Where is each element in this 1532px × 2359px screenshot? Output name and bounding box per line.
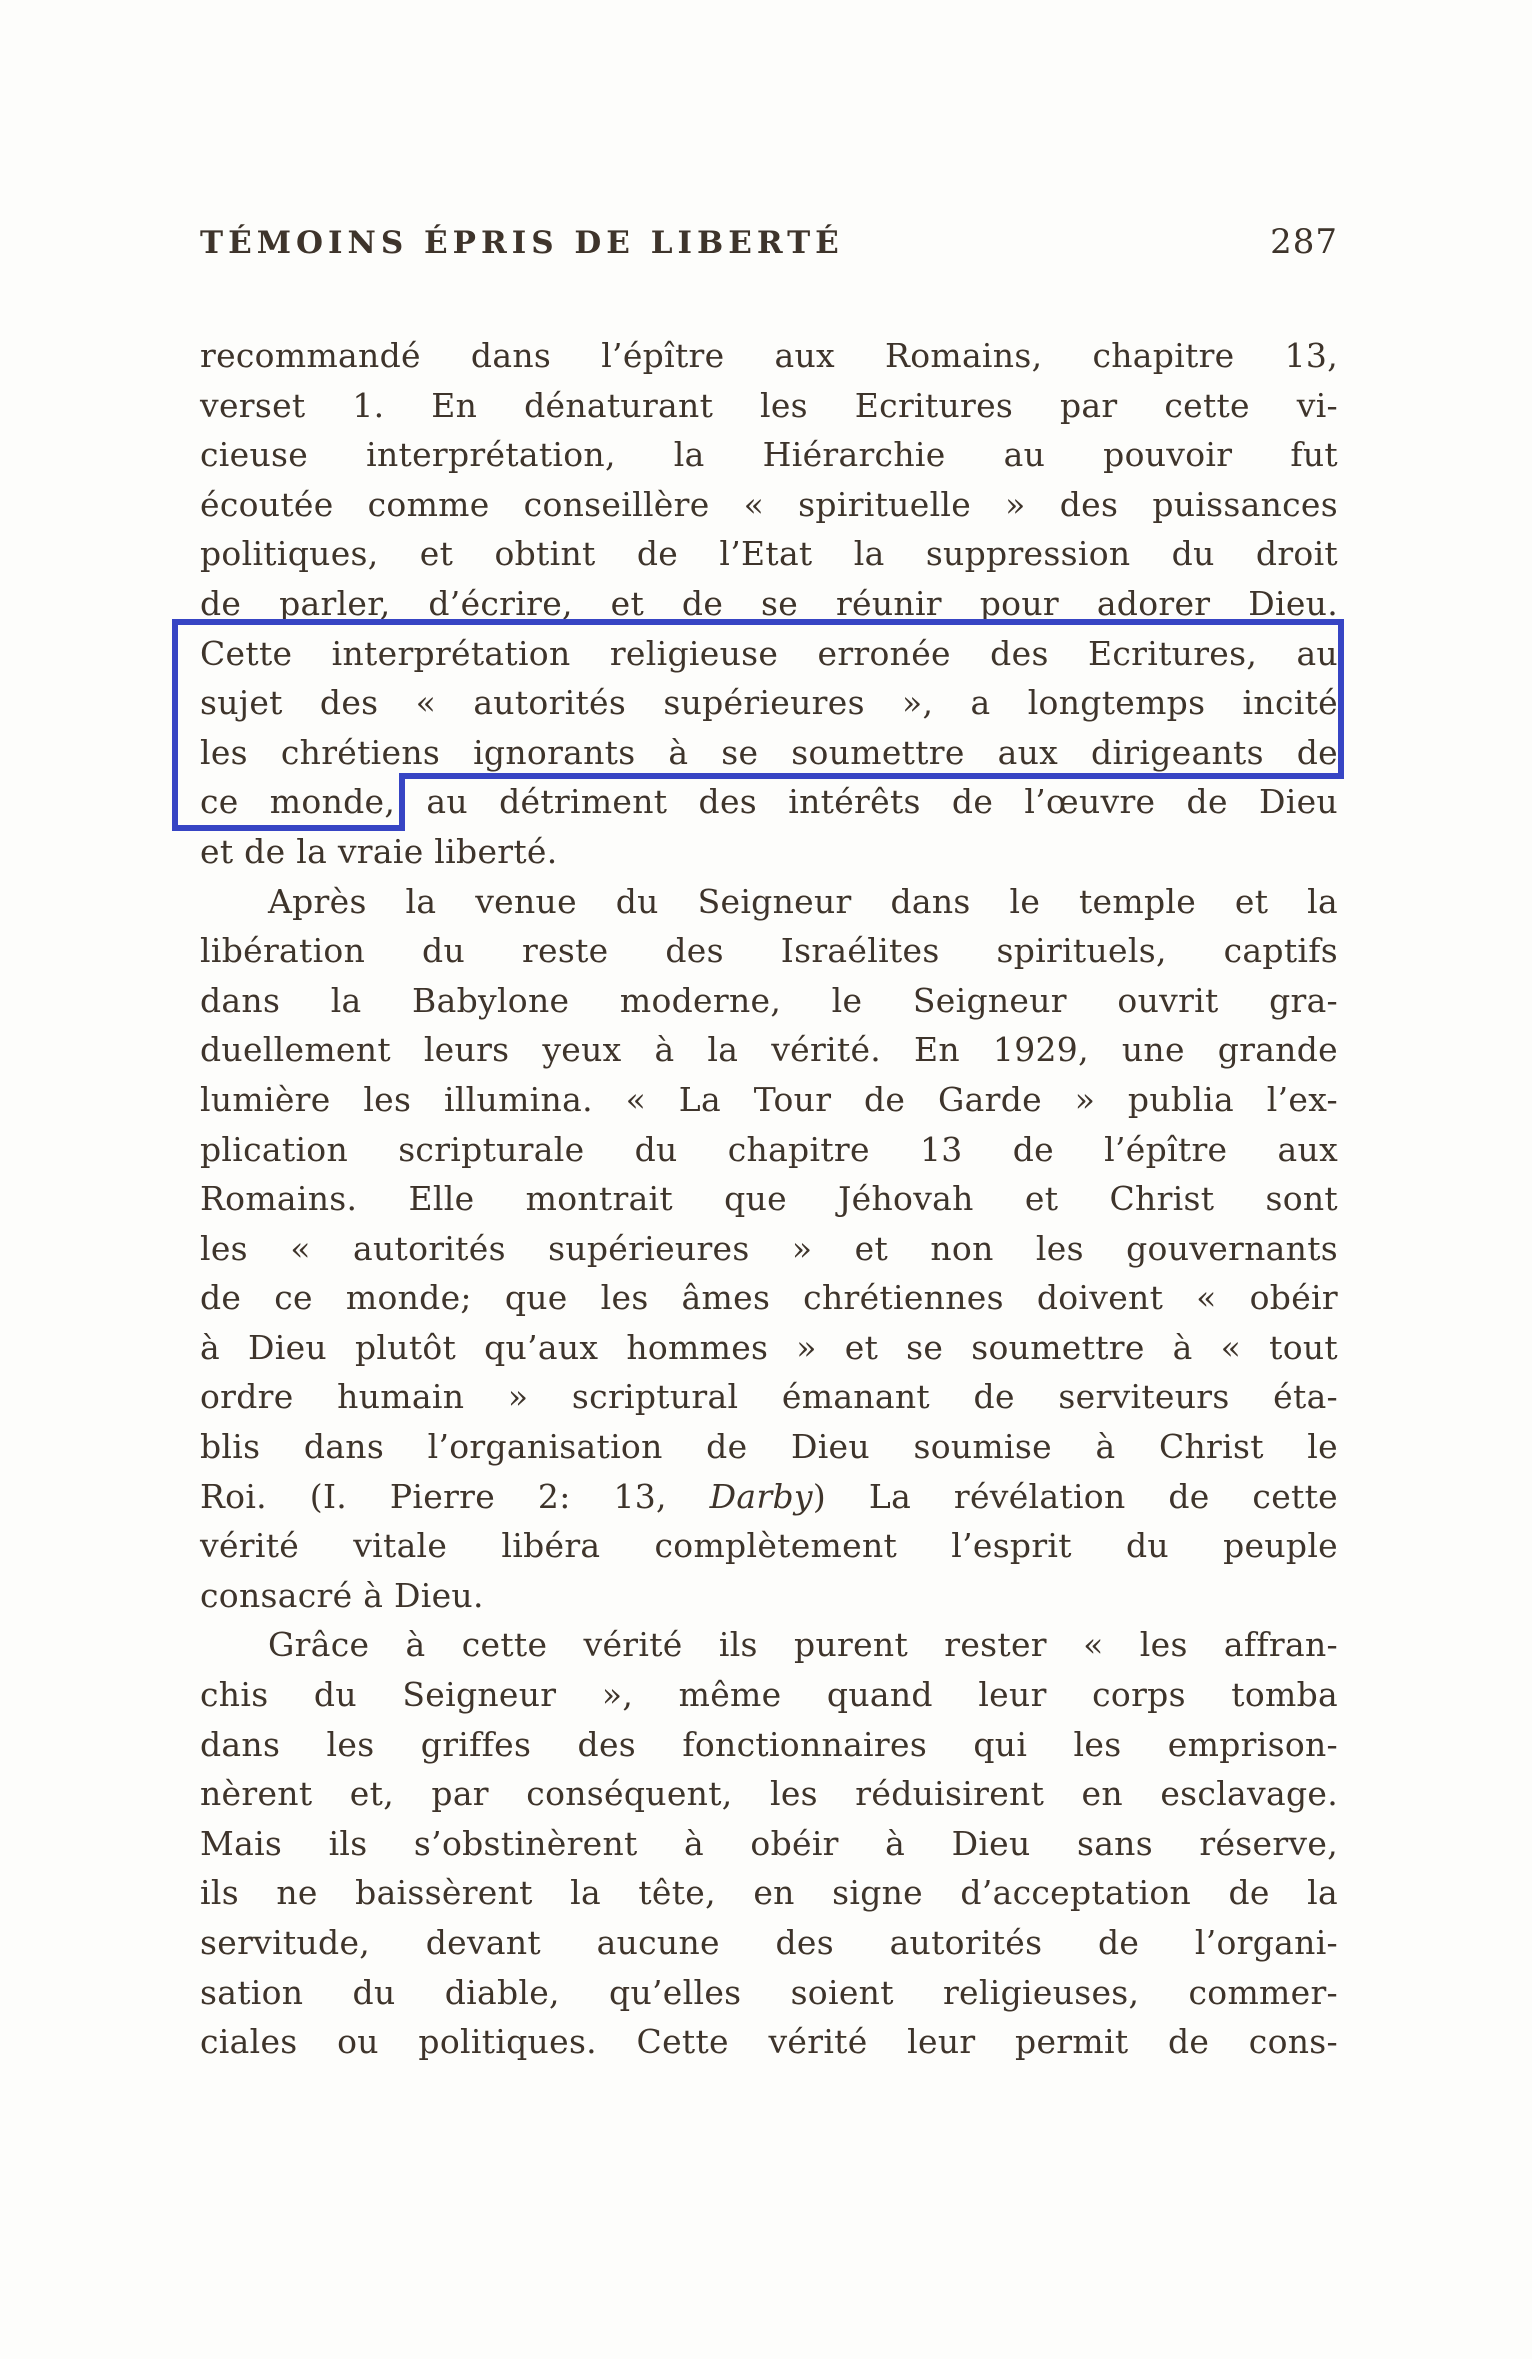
text-line: duellement leurs yeux à la vérité. En 1929, une grande (200, 1030, 1338, 1070)
text-line: vérité vitale libéra complètement l’esprit du peuple (200, 1526, 1338, 1566)
text-line: plication scripturale du chapitre 13 de l’épître aux (200, 1129, 1338, 1169)
text-line: cieuse interprétation, la Hiérarchie au pouvoir fut (200, 435, 1338, 475)
text-line: écoutée comme conseillère « spirituelle » des puissances (200, 484, 1338, 524)
text-line: recommandé dans l’épître aux Romains, chapitre 13, (200, 336, 1338, 375)
text-line: de parler, d’écrire, et de se réunir pour adorer Dieu. (200, 583, 1338, 623)
text-line: sation du diable, qu’elles soient religieuses, commer- (200, 1972, 1338, 2012)
italic-text: Darby (709, 1476, 813, 1516)
text-line: dans la Babylone moderne, le Seigneur ouvrit gra- (200, 980, 1338, 1020)
text-line: et de la vraie liberté. (200, 831, 558, 871)
text-line: lumière les illumina. « La Tour de Garde » publia l’ex- (200, 1079, 1338, 1119)
text-line: les chrétiens ignorants à se soumettre aux dirigeants de (200, 732, 1338, 772)
text-line: Après la venue du Seigneur dans le temple et la (268, 881, 1338, 921)
text-line: ce monde, au détriment des intérêts de l’œuvre de Dieu (200, 782, 1338, 822)
page-number: 287 (1270, 222, 1338, 262)
text-line: Mais ils s’obstinèrent à obéir à Dieu sans réserve, (200, 1823, 1338, 1863)
text-line: dans les griffes des fonctionnaires qui les emprison- (200, 1724, 1338, 1764)
text-line: les « autorités supérieures » et non les gouvernants (200, 1228, 1338, 1268)
text-line: servitude, devant aucune des autorités de l’organi- (200, 1923, 1338, 1962)
text-line: verset 1. En dénaturant les Ecritures par cette vi- (200, 385, 1338, 425)
text-line: politiques, et obtint de l’Etat la suppression du droit (200, 534, 1338, 574)
text-lines (200, 331, 1338, 2067)
text-line: Grâce à cette vérité ils purent rester « les affran- (268, 1625, 1338, 1665)
page-header (200, 222, 1338, 262)
text-line: Romains. Elle montrait que Jéhovah et Christ sont (200, 1179, 1338, 1219)
text-segment: ) La révélation de cette (812, 1476, 1338, 1516)
text-line (200, 1472, 1338, 1522)
text-line: consacré à Dieu. (200, 1575, 484, 1615)
text-line: de ce monde; que les âmes chrétiennes doivent « obéir (200, 1278, 1338, 1318)
text-line: chis du Seigneur », même quand leur corps tomba (200, 1675, 1338, 1715)
text-line: sujet des « autorités supérieures », a longtemps incité (200, 683, 1338, 723)
text-line: Cette interprétation religieuse erronée des Ecritures, au (200, 633, 1338, 673)
text-line: ils ne baissèrent la tête, en signe d’acceptation de la (200, 1873, 1338, 1913)
text-line: ordre humain » scriptural émanant de serviteurs éta- (200, 1377, 1338, 1417)
text-line: nèrent et, par conséquent, les réduisirent en esclavage. (200, 1774, 1338, 1814)
text-line: ciales ou politiques. Cette vérité leur permit de cons- (200, 2022, 1338, 2062)
text-line: libération du reste des Israélites spirituels, captifs (200, 931, 1338, 971)
text-line: blis dans l’organisation de Dieu soumise à Christ le (200, 1427, 1338, 1467)
text-line: à Dieu plutôt qu’aux hommes » et se soumettre à « tout (200, 1327, 1338, 1367)
text-segment: Roi. (I. Pierre 2: 13, (200, 1476, 710, 1516)
running-title: TÉMOINS ÉPRIS DE LIBERTÉ (200, 225, 844, 261)
